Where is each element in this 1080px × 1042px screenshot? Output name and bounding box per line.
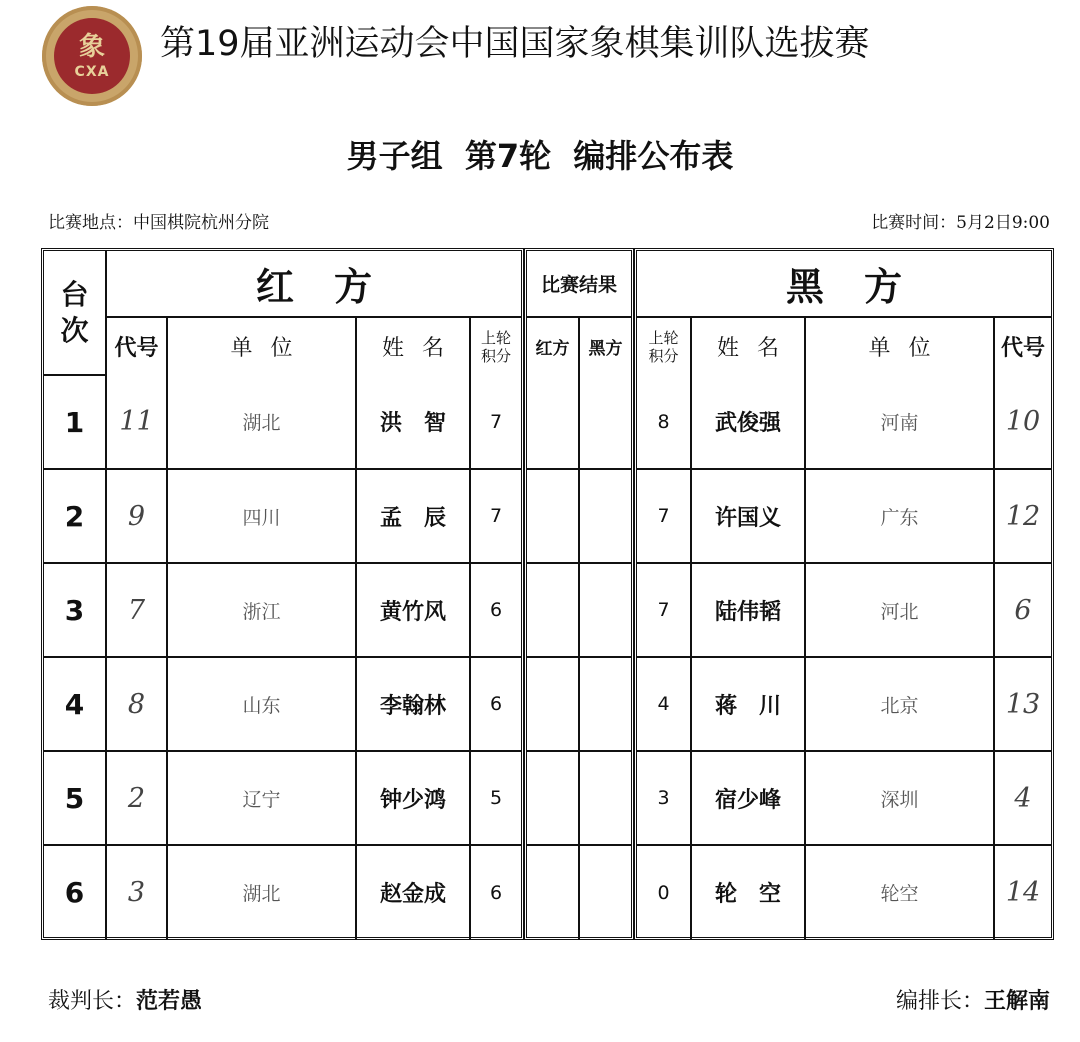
red-player-name: 洪智 [356, 375, 470, 469]
red-code: 2 [106, 751, 167, 845]
referee-line [48, 984, 202, 1015]
table-row [44, 375, 521, 469]
red-unit-header: 单位 [167, 317, 356, 375]
scheduler-label: 编排长： [895, 989, 984, 1014]
red-side-table [41, 248, 524, 940]
black-code: 14 [994, 845, 1051, 939]
red-player-name: 孟辰 [356, 469, 470, 563]
table-row [44, 657, 521, 751]
board-number: 4 [44, 657, 106, 751]
page-subtitle: 男子组 第7轮 编排公布表 [346, 137, 734, 175]
black-player-name: 宿少峰 [691, 751, 805, 845]
red-player-name: 赵金成 [356, 845, 470, 939]
cxa-logo [42, 6, 142, 106]
table-row [637, 469, 1051, 563]
black-prev-points: 7 [637, 469, 691, 563]
black-prev-points-header: 上轮 积分 [637, 317, 691, 375]
result-red-cell [527, 845, 579, 939]
result-red-cell [527, 751, 579, 845]
red-unit: 湖北 [167, 375, 356, 469]
board-number: 2 [44, 469, 106, 563]
board-number: 5 [44, 751, 106, 845]
time-text: 比赛时间：5月2日9:00 [871, 213, 1050, 233]
table-row [637, 845, 1051, 939]
result-black-cell [579, 375, 631, 469]
red-prev-points: 6 [470, 845, 521, 939]
red-unit: 辽宁 [167, 751, 356, 845]
red-side-header: 红方 [106, 251, 521, 317]
black-prev-points: 0 [637, 845, 691, 939]
board-number: 6 [44, 845, 106, 939]
red-player-name: 钟少鸿 [356, 751, 470, 845]
result-red-cell [527, 469, 579, 563]
red-code: 11 [106, 375, 167, 469]
table-row [637, 751, 1051, 845]
red-code: 7 [106, 563, 167, 657]
referee-name: 范若愚 [136, 988, 203, 1014]
black-name-header: 姓名 [691, 317, 805, 375]
red-prev-points: 5 [470, 751, 521, 845]
result-black-cell [579, 657, 631, 751]
black-code-header: 代号 [994, 317, 1051, 375]
black-unit: 河南 [805, 375, 994, 469]
red-prev-points: 7 [470, 469, 521, 563]
logo-abbr: CXA [74, 64, 110, 80]
red-unit: 湖北 [167, 845, 356, 939]
black-unit: 广东 [805, 469, 994, 563]
result-black-cell [579, 845, 631, 939]
red-prev-points: 6 [470, 563, 521, 657]
black-unit: 北京 [805, 657, 994, 751]
table-row [637, 563, 1051, 657]
red-unit: 山东 [167, 657, 356, 751]
black-unit-header: 单位 [805, 317, 994, 375]
black-side-header: 黑方 [637, 251, 1051, 317]
table-row [44, 751, 521, 845]
result-red-header: 红方 [527, 317, 579, 375]
black-prev-points: 7 [637, 563, 691, 657]
scheduler-name: 王解南 [983, 988, 1050, 1014]
scheduler-line [896, 984, 1050, 1015]
table-row [44, 469, 521, 563]
board-number: 1 [44, 375, 106, 469]
black-prev-points: 8 [637, 375, 691, 469]
black-prev-points: 3 [637, 751, 691, 845]
black-code: 12 [994, 469, 1051, 563]
result-red-cell [527, 657, 579, 751]
referee-label: 裁判长： [48, 989, 137, 1014]
red-prev-points-header: 上轮 积分 [470, 317, 521, 375]
red-unit: 浙江 [167, 563, 356, 657]
black-side-table [634, 248, 1054, 940]
black-player-name: 轮空 [691, 845, 805, 939]
black-code: 10 [994, 375, 1051, 469]
table-row [637, 375, 1051, 469]
black-unit: 河北 [805, 563, 994, 657]
table-row [527, 751, 631, 845]
table-row [44, 845, 521, 939]
result-black-header: 黑方 [579, 317, 631, 375]
result-black-cell [579, 751, 631, 845]
board-number: 3 [44, 563, 106, 657]
black-code: 6 [994, 563, 1051, 657]
table-row [527, 563, 631, 657]
table-row [527, 375, 631, 469]
red-name-header: 姓名 [356, 317, 470, 375]
black-code: 13 [994, 657, 1051, 751]
red-prev-points: 7 [470, 375, 521, 469]
red-code-header: 代号 [106, 317, 167, 375]
black-player-name: 陆伟韬 [691, 563, 805, 657]
result-red-cell [527, 375, 579, 469]
red-player-name: 李翰林 [356, 657, 470, 751]
result-black-cell [579, 469, 631, 563]
result-black-cell [579, 563, 631, 657]
red-unit: 四川 [167, 469, 356, 563]
board-header: 台 次 [44, 251, 106, 375]
table-row [44, 563, 521, 657]
black-code: 4 [994, 751, 1051, 845]
black-unit: 深圳 [805, 751, 994, 845]
red-player-name: 黄竹风 [356, 563, 470, 657]
table-row [527, 657, 631, 751]
venue-text: 比赛地点：中国棋院杭州分院 [48, 213, 269, 233]
black-unit: 轮空 [805, 845, 994, 939]
table-row [637, 657, 1051, 751]
table-row [527, 469, 631, 563]
table-row [527, 845, 631, 939]
result-header: 比赛结果 [527, 251, 631, 317]
logo-glyph: 象 [78, 32, 105, 62]
red-prev-points: 6 [470, 657, 521, 751]
result-table [524, 248, 634, 940]
red-code: 9 [106, 469, 167, 563]
black-player-name: 蒋川 [691, 657, 805, 751]
result-red-cell [527, 563, 579, 657]
red-code: 3 [106, 845, 167, 939]
black-prev-points: 4 [637, 657, 691, 751]
page-title: 第19届亚洲运动会中国国家象棋集训队选拔赛 [160, 24, 870, 64]
black-player-name: 许国义 [691, 469, 805, 563]
red-code: 8 [106, 657, 167, 751]
black-player-name: 武俊强 [691, 375, 805, 469]
